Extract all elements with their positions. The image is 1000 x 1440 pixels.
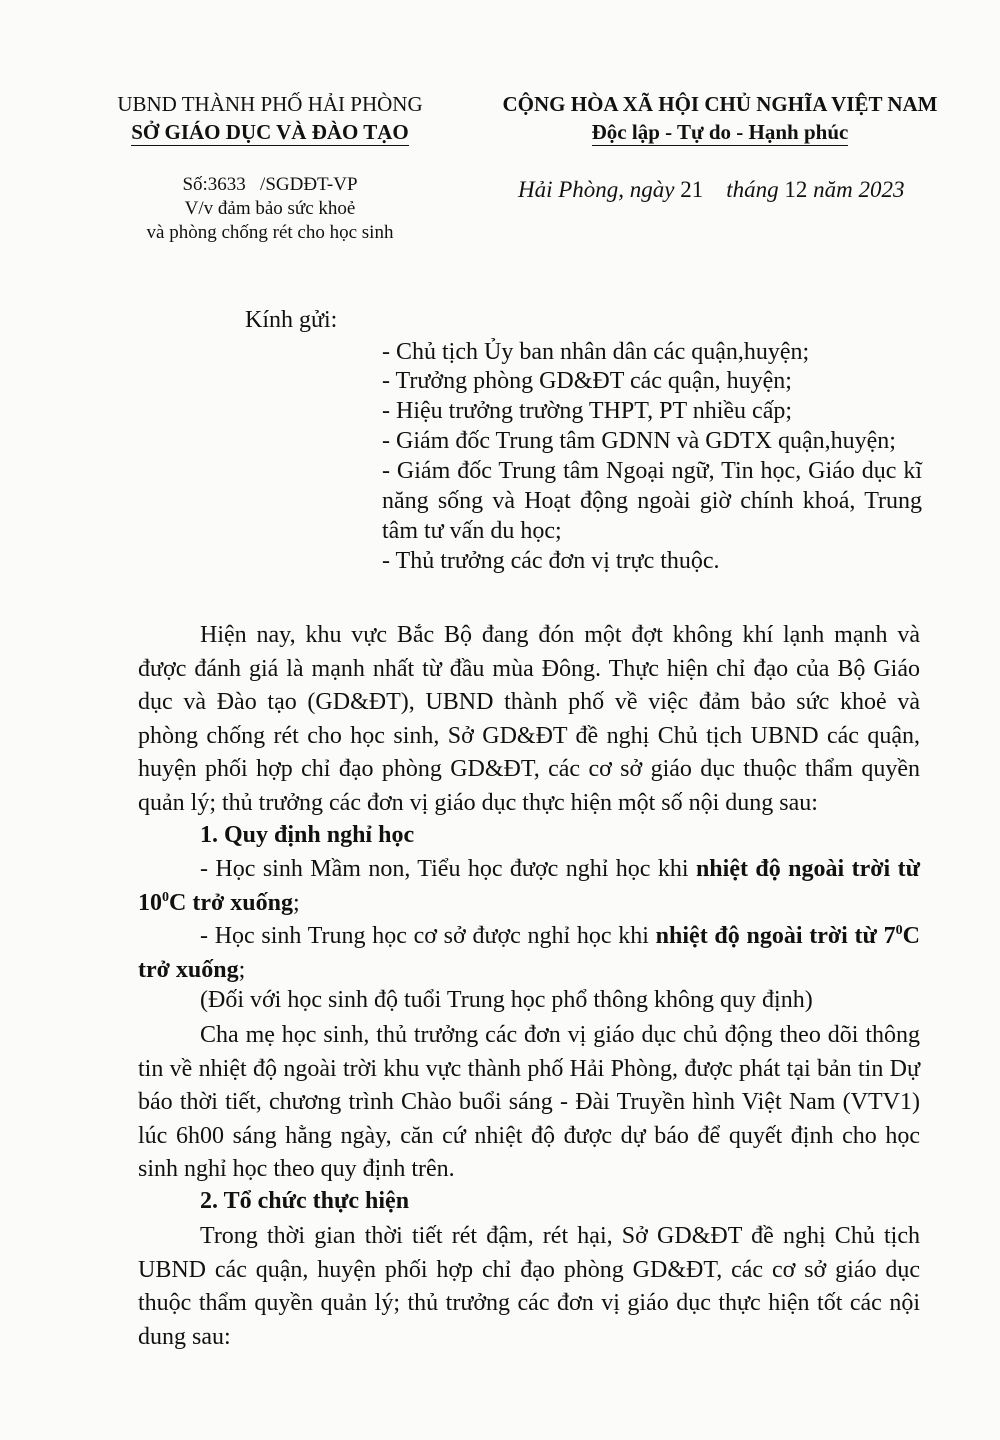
recipient-item: - Giám đốc Trung tâm Ngoại ngữ, Tin học, Giáo dục kĩ năng sống và Hoạt động ngoài giờ chính khoá, Trung tâm tư vấn du học; [382,458,922,544]
place-date [518,177,905,203]
doc-number-suffix: /SGDĐT-VP [260,174,358,195]
place-date-prefix: Hải Phòng, ngày [518,177,675,202]
greeting: Kính gửi: [245,307,338,333]
rule1-sup: 0 [162,889,169,905]
org-line2 [60,120,480,145]
rule1-lead: - Học sinh Mầm non, Tiểu học được nghỉ học khi [200,856,696,882]
recipient-item: - Hiệu trưởng trường THPT, PT nhiều cấp; [382,398,793,424]
rule2-lead: - Học sinh Trung học cơ sở được nghỉ học khi [200,923,656,949]
date-month: 12 [784,177,808,202]
rule1 [138,853,920,920]
recipient-item: - Trưởng phòng GD&ĐT các quận, huyện; [382,368,792,394]
year-label: năm 2023 [813,177,905,202]
rule2-sup: 0 [895,923,903,938]
doc-number-line [60,174,480,196]
rule2-bold-b: C trở xuống [138,923,920,983]
rule1-bold-a: nhiệt độ ngoài trời từ 10 [138,856,920,916]
org-name: SỞ GIÁO DỤC VÀ ĐÀO TẠO [131,120,409,144]
section2-paragraph: Trong thời gian thời tiết rét đậm, rét hại, Sở GD&ĐT đề nghị Chủ tịch UBND các quận, huyện phối hợp chỉ đạo phòng GD&ĐT, các cơ sở giáo dục thuộc thẩm quyền quản lý; thủ trưởng các đơn vị giáo dục thực hiện tốt các nội dung sau: [138,1223,920,1350]
rule2 [138,920,920,987]
nation-line2 [470,120,970,145]
subject-line1: V/v đảm bảo sức khoẻ [184,198,356,219]
intro-paragraph: Hiện nay, khu vực Bắc Bộ đang đón một đợt không khí lạnh mạnh và được đánh giá là mạnh nhất từ đầu mùa Đông. Thực hiện chỉ đạo của Bộ Giáo dục và Đào tạo (GD&ĐT), UBND thành phố về việc đảm bảo sức khoẻ và phòng chống rét cho học sinh, Sở GD&ĐT đề nghị Chủ tịch UBND các quận, huyện phối hợp chỉ đạo phòng GD&ĐT, các cơ sở giáo dục thuộc thẩm quyền quản lý; thủ trưởng các đơn vị giáo dục thực hiện một số nội dung sau: [138,622,920,816]
nation-line1: CỘNG HÒA XÃ HỘI CHỦ NGHĨA VIỆT NAM [502,92,938,116]
parents-paragraph: Cha mẹ học sinh, thủ trưởng các đơn vị giáo dục chủ động theo dõi thông tin về nhiệt độ ngoài trời khu vực thành phố Hải Phòng, được phát tại bản tin Dự báo thời tiết, chương trình Chào buổi sáng - Đài Truyền hình Việt Nam (VTV1) lúc 6h00 sáng hằng ngày, căn cứ nhiệt độ được dự báo để quyết định cho học sinh nghỉ học theo quy định trên. [138,1022,920,1182]
rule1-bold-b: C trở xuống [169,889,293,916]
month-label: tháng [726,177,779,202]
rule2-end: ; [238,956,246,983]
rule2-bold-a: nhiệt độ ngoài trời từ 7 [655,923,896,949]
note: (Đối với học sinh độ tuổi Trung học phổ thông không quy định) [200,987,813,1013]
doc-number: 3633 [207,174,246,195]
subject-line2: và phòng chống rét cho học sinh [146,222,394,243]
section1-title: 1. Quy định nghỉ học [200,822,415,848]
motto: Độc lập - Tự do - Hạnh phúc [591,120,849,144]
date-day: 21 [680,177,704,202]
recipient-item: - Thủ trưởng các đơn vị trực thuộc. [382,548,720,574]
section2-title: 2. Tổ chức thực hiện [200,1188,410,1214]
rule1-end: ; [292,889,300,916]
doc-number-prefix: Số: [182,174,208,195]
recipient-item: - Chủ tịch Ủy ban nhân dân các quận,huyện; [382,339,810,365]
org-line1: UBND THÀNH PHỐ HẢI PHÒNG [117,92,423,116]
recipient-item: - Giám đốc Trung tâm GDNN và GDTX quận,huyện; [382,428,896,454]
